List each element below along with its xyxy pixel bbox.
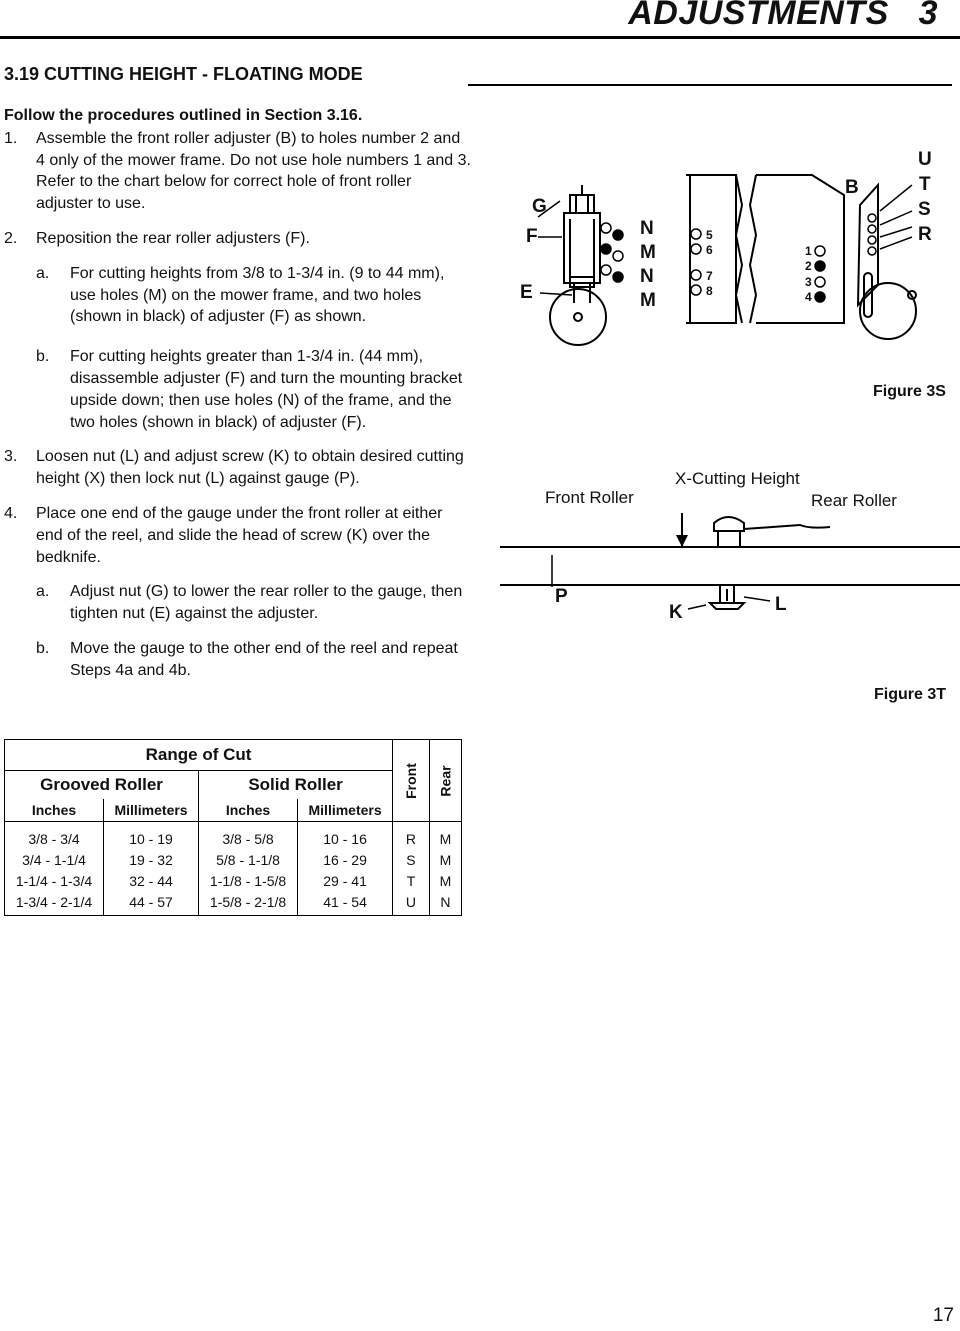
label-G: G (532, 196, 547, 217)
front-roller-label: Front Roller (545, 488, 634, 507)
label-K: K (669, 602, 683, 623)
range-of-cut-title: Range of Cut (5, 740, 393, 771)
step-4a: a. Adjust nut (G) to lower the rear roller to the gauge, then tighten nut (E) against the adjuster. (36, 583, 463, 623)
step-2: 2. Reposition the rear roller adjusters (F). (4, 229, 310, 247)
label-T: T (919, 174, 931, 195)
page-number: 17 (932, 1305, 954, 1326)
label-M-upper: M (640, 242, 656, 263)
label-N-lower: N (640, 266, 654, 287)
step-4b: b. Move the gauge to the other end of the reel and repeat Steps 4a and 4b. (36, 639, 458, 679)
grooved-roller-header: Grooved Roller (5, 771, 199, 800)
section-rule (468, 84, 952, 86)
solid-mm-header: Millimeters (298, 799, 393, 822)
table-row: 3/4 - 1-1/4 19 - 32 5/8 - 1-1/8 16 - 29 S M (5, 849, 462, 870)
label-E: E (520, 282, 533, 303)
label-R: R (918, 224, 932, 245)
label-U: U (918, 149, 932, 170)
procedure-lead: Follow the procedures outlined in Section 3.16. (4, 107, 363, 124)
grooved-mm-header: Millimeters (104, 799, 199, 822)
hole-3: 3 (805, 275, 812, 289)
label-P: P (555, 586, 568, 607)
hole-4: 4 (805, 290, 812, 304)
rear-roller-label: Rear Roller (811, 491, 897, 510)
step-2a: a. For cutting heights from 3/8 to 1-3/4 in. (9 to 44 mm), use holes (M) on the mower frame, and two holes (shown in black) of adjuster (F) as shown. (36, 264, 445, 326)
step-4: 4. Place one end of the gauge under the front roller at either end of the reel, and slide the head of screw (K) over the bedknife. (4, 504, 443, 566)
table-row: 1-3/4 - 2-1/4 44 - 57 1-5/8 - 2-1/8 41 - 54 U N (5, 891, 462, 916)
figure-3t-caption: Figure 3T (874, 686, 947, 703)
label-L: L (775, 594, 787, 615)
front-header: Front (393, 740, 430, 822)
solid-inches-header: Inches (199, 799, 298, 822)
label-S: S (918, 199, 931, 220)
hole-5: 5 (706, 228, 713, 242)
label-M-lower: M (640, 290, 656, 311)
hole-8: 8 (706, 284, 713, 298)
solid-roller-header: Solid Roller (199, 771, 393, 800)
table-row: 3/8 - 3/4 10 - 19 3/8 - 5/8 10 - 16 R M (5, 822, 462, 850)
cutting-height-label: X-Cutting Height (675, 469, 800, 488)
hole-2: 2 (805, 259, 812, 273)
table-row: 1-1/4 - 1-3/4 32 - 44 1-1/8 - 1-5/8 29 - 41 T M (5, 870, 462, 891)
figure-3s-drawing (500, 145, 950, 350)
range-of-cut-table (4, 739, 462, 916)
step-3: 3. Loosen nut (L) and adjust screw (K) to obtain desired cutting height (X) then lock nut (L) against gauge (P). (4, 448, 464, 488)
step-2b: b. For cutting heights greater than 1-3/4 in. (44 mm), disassemble adjuster (F) and turn the mounting bracket upside down; then use holes (N) of the frame, and the two holes (shown in black) of adjuster (F). (36, 348, 463, 431)
figure-3t-drawing (500, 505, 960, 615)
label-N-upper: N (640, 218, 654, 239)
section-title: 3.19 CUTTING HEIGHT - FLOATING MODE (4, 64, 363, 84)
figure-3s-caption: Figure 3S (873, 383, 946, 400)
hole-6: 6 (706, 243, 713, 257)
grooved-inches-header: Inches (5, 799, 104, 822)
label-B: B (845, 177, 859, 198)
hole-1: 1 (805, 244, 812, 258)
header-rule (0, 36, 960, 39)
rear-header: Rear (429, 740, 461, 822)
procedure-text (4, 105, 472, 682)
hole-7: 7 (706, 269, 713, 283)
step-1: 1. Assemble the front roller adjuster (B) to holes number 2 and 4 only of the mower frame. Do not use hole numbers 1 and 3. Refer to the chart below for correct hole of front roller adjuster to use. (4, 129, 471, 213)
chapter-title: ADJUSTMENTS 3 (628, 0, 938, 32)
label-F: F (526, 226, 538, 247)
